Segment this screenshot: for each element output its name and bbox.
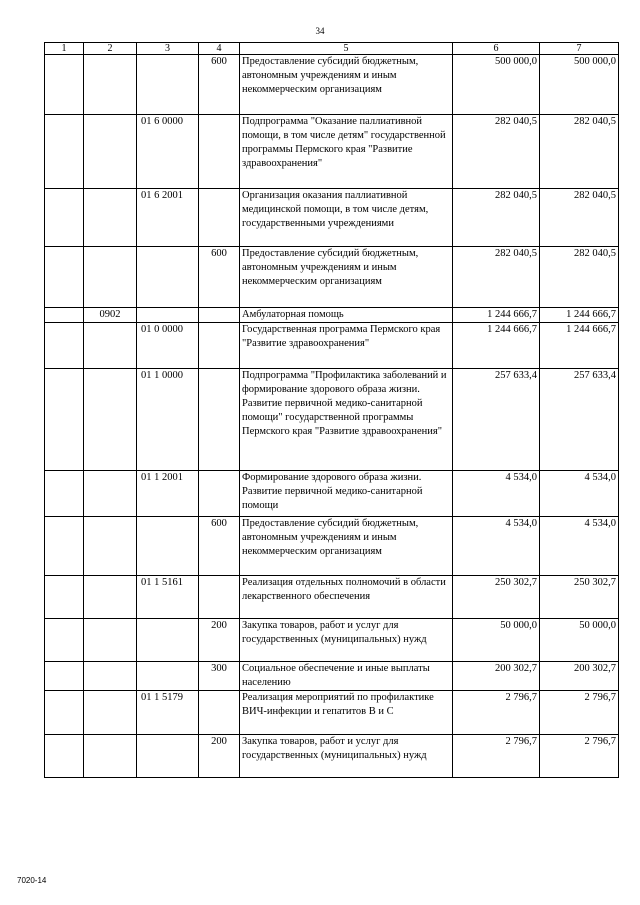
cell-expense-type (199, 576, 240, 619)
cell-section (45, 471, 84, 517)
cell-description: Подпрограмма "Профилактика заболеваний и формирование здорового образа жизни. Развитие первичной медико-санитарной помощи" государственной программы Пермского края "Развитие здравоохранения" (240, 369, 453, 471)
cell-section (45, 189, 84, 247)
header-row (45, 43, 619, 55)
cell-expense-type: 200 (199, 735, 240, 778)
cell-target-article: 01 1 5179 (137, 691, 199, 735)
cell-amount-2: 282 040,5 (540, 247, 619, 308)
cell-amount-2: 2 796,7 (540, 735, 619, 778)
cell-amount-2: 500 000,0 (540, 55, 619, 115)
cell-amount-2: 282 040,5 (540, 189, 619, 247)
cell-expense-type (199, 189, 240, 247)
cell-description: Предоставление субсидий бюджетным, автономным учреждениям и иным некоммерческим организациям (240, 55, 453, 115)
cell-target-article (137, 308, 199, 323)
cell-section (45, 576, 84, 619)
cell-expense-type: 200 (199, 619, 240, 662)
cell-amount-1: 1 244 666,7 (453, 308, 540, 323)
table-row (45, 115, 619, 189)
cell-amount-2: 4 534,0 (540, 517, 619, 576)
col-header-1: 1 (45, 43, 84, 55)
cell-amount-1: 282 040,5 (453, 247, 540, 308)
cell-description: Закупка товаров, работ и услуг для государственных (муниципальных) нужд (240, 619, 453, 662)
table-row (45, 247, 619, 308)
col-header-3: 3 (137, 43, 199, 55)
cell-expense-type (199, 308, 240, 323)
cell-amount-1: 4 534,0 (453, 517, 540, 576)
cell-subsection (84, 247, 137, 308)
cell-amount-1: 2 796,7 (453, 735, 540, 778)
table-row (45, 619, 619, 662)
cell-target-article (137, 55, 199, 115)
cell-target-article: 01 6 0000 (137, 115, 199, 189)
cell-amount-1: 2 796,7 (453, 691, 540, 735)
cell-amount-1: 4 534,0 (453, 471, 540, 517)
cell-target-article: 01 1 2001 (137, 471, 199, 517)
table-row (45, 308, 619, 323)
cell-amount-2: 4 534,0 (540, 471, 619, 517)
cell-subsection (84, 369, 137, 471)
cell-amount-1: 282 040,5 (453, 115, 540, 189)
page-number: 34 (315, 26, 325, 36)
cell-expense-type: 600 (199, 55, 240, 115)
table-row (45, 189, 619, 247)
cell-description: Организация оказания паллиативной медицинской помощи, в том числе детям, государственными учреждениями (240, 189, 453, 247)
cell-description: Предоставление субсидий бюджетным, автономным учреждениям и иным некоммерческим организациям (240, 517, 453, 576)
cell-amount-1: 1 244 666,7 (453, 323, 540, 369)
table-row (45, 55, 619, 115)
cell-amount-2: 1 244 666,7 (540, 323, 619, 369)
cell-description: Амбулаторная помощь (240, 308, 453, 323)
table-row (45, 369, 619, 471)
cell-section (45, 115, 84, 189)
cell-amount-1: 500 000,0 (453, 55, 540, 115)
cell-section (45, 619, 84, 662)
cell-amount-1: 50 000,0 (453, 619, 540, 662)
cell-expense-type (199, 115, 240, 189)
cell-section (45, 247, 84, 308)
cell-description: Предоставление субсидий бюджетным, автономным учреждениям и иным некоммерческим организациям (240, 247, 453, 308)
cell-description: Закупка товаров, работ и услуг для государственных (муниципальных) нужд (240, 735, 453, 778)
cell-target-article (137, 735, 199, 778)
cell-section (45, 323, 84, 369)
cell-expense-type (199, 471, 240, 517)
cell-expense-type: 300 (199, 662, 240, 691)
table-row (45, 691, 619, 735)
cell-subsection: 0902 (84, 308, 137, 323)
cell-amount-1: 257 633,4 (453, 369, 540, 471)
table-row (45, 576, 619, 619)
cell-subsection (84, 517, 137, 576)
cell-section (45, 662, 84, 691)
cell-subsection (84, 189, 137, 247)
cell-subsection (84, 55, 137, 115)
cell-subsection (84, 662, 137, 691)
cell-subsection (84, 576, 137, 619)
cell-section (45, 55, 84, 115)
cell-description: Социальное обеспечение и иные выплаты населению (240, 662, 453, 691)
cell-subsection (84, 735, 137, 778)
cell-section (45, 735, 84, 778)
cell-amount-2: 200 302,7 (540, 662, 619, 691)
col-header-7: 7 (540, 43, 619, 55)
cell-amount-1: 200 302,7 (453, 662, 540, 691)
table-row (45, 517, 619, 576)
cell-target-article: 01 6 2001 (137, 189, 199, 247)
col-header-2: 2 (84, 43, 137, 55)
cell-target-article: 01 1 0000 (137, 369, 199, 471)
cell-subsection (84, 471, 137, 517)
cell-section (45, 691, 84, 735)
cell-expense-type (199, 369, 240, 471)
cell-target-article (137, 619, 199, 662)
budget-table (44, 42, 619, 778)
cell-expense-type: 600 (199, 247, 240, 308)
cell-amount-2: 282 040,5 (540, 115, 619, 189)
cell-target-article: 01 1 5161 (137, 576, 199, 619)
cell-amount-1: 250 302,7 (453, 576, 540, 619)
cell-description: Формирование здорового образа жизни. Развитие первичной медико-санитарной помощи (240, 471, 453, 517)
cell-subsection (84, 619, 137, 662)
cell-description: Реализация отдельных полномочий в области лекарственного обеспечения (240, 576, 453, 619)
cell-subsection (84, 323, 137, 369)
table-row (45, 662, 619, 691)
cell-description: Подпрограмма "Оказание паллиативной помощи, в том числе детям" государственной программы Пермского края "Развитие здравоохранения" (240, 115, 453, 189)
cell-description: Государственная программа Пермского края "Развитие здравоохранения" (240, 323, 453, 369)
cell-amount-1: 282 040,5 (453, 189, 540, 247)
col-header-5: 5 (240, 43, 453, 55)
document-code: 7020-14 (17, 876, 47, 885)
cell-expense-type (199, 691, 240, 735)
col-header-6: 6 (453, 43, 540, 55)
cell-amount-2: 257 633,4 (540, 369, 619, 471)
cell-target-article (137, 247, 199, 308)
col-header-4: 4 (199, 43, 240, 55)
cell-expense-type: 600 (199, 517, 240, 576)
cell-subsection (84, 691, 137, 735)
cell-subsection (84, 115, 137, 189)
cell-section (45, 308, 84, 323)
cell-target-article (137, 662, 199, 691)
cell-section (45, 369, 84, 471)
cell-description: Реализация мероприятий по профилактике ВИЧ-инфекции и гепатитов В и С (240, 691, 453, 735)
cell-amount-2: 250 302,7 (540, 576, 619, 619)
cell-target-article (137, 517, 199, 576)
table-row (45, 323, 619, 369)
table-row (45, 471, 619, 517)
cell-section (45, 517, 84, 576)
table-row (45, 735, 619, 778)
cell-amount-2: 2 796,7 (540, 691, 619, 735)
cell-amount-2: 1 244 666,7 (540, 308, 619, 323)
cell-target-article: 01 0 0000 (137, 323, 199, 369)
cell-expense-type (199, 323, 240, 369)
cell-amount-2: 50 000,0 (540, 619, 619, 662)
